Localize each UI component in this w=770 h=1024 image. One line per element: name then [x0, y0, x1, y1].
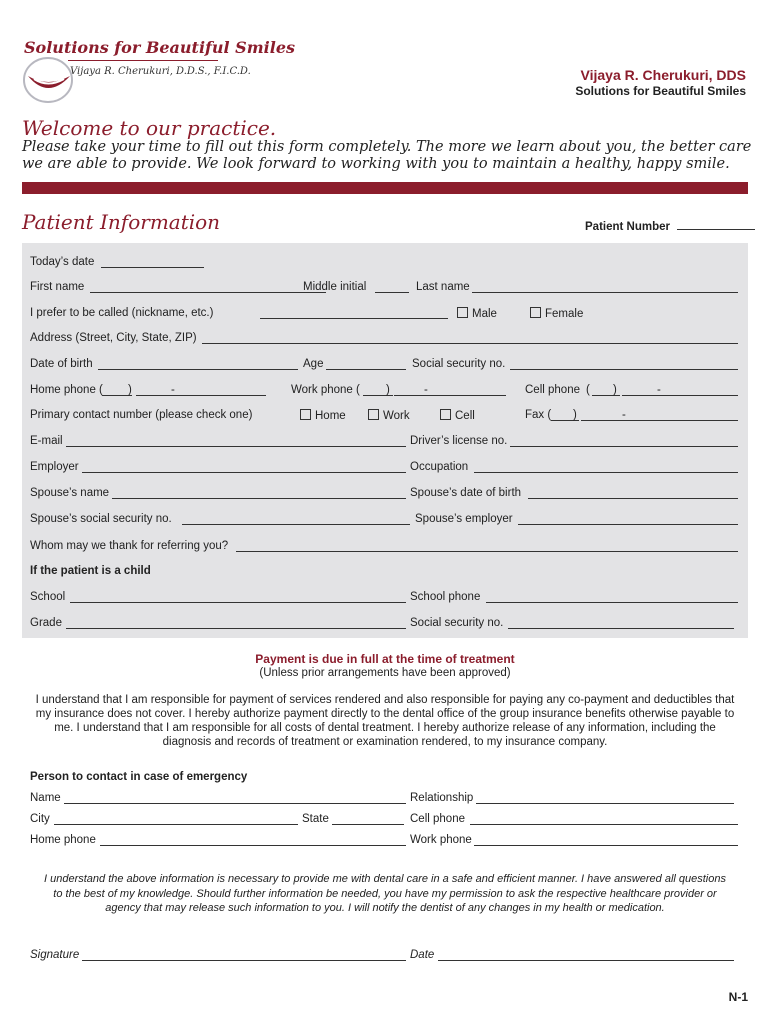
emergency-home-label: Home phone	[30, 834, 96, 846]
work-checkbox[interactable]	[368, 409, 379, 420]
fax-paren: )	[573, 409, 577, 421]
grade-field[interactable]	[66, 617, 406, 629]
employer-field[interactable]	[82, 461, 406, 473]
email-field[interactable]	[66, 435, 406, 447]
referral-row	[30, 540, 738, 556]
female-label: Female	[545, 308, 584, 320]
home-phone-field[interactable]	[136, 384, 266, 396]
emergency-name-label: Name	[30, 792, 61, 804]
school-field[interactable]	[70, 591, 406, 603]
work-label: Work	[383, 410, 410, 422]
ssn-field[interactable]	[510, 358, 738, 370]
male-label: Male	[472, 308, 497, 320]
payment-subtitle: (Unless prior arrangements have been approved)	[259, 667, 511, 679]
age-label: Age	[303, 358, 324, 370]
emergency-city-label: City	[30, 813, 50, 825]
emergency-cell-label: Cell phone	[410, 813, 465, 825]
patient-number-field[interactable]	[585, 218, 755, 233]
dob-row	[30, 358, 738, 374]
first-name-label: First name	[30, 281, 85, 293]
spouse-ssn-field[interactable]	[182, 513, 410, 525]
emergency-heading: Person to contact in case of emergency	[30, 771, 248, 783]
female-option[interactable]	[530, 307, 583, 320]
spouse-name-field[interactable]	[112, 487, 406, 499]
male-checkbox[interactable]	[457, 307, 468, 318]
page-code: N-1	[728, 990, 748, 1004]
spouse-employer-field[interactable]	[518, 513, 738, 525]
patient-number-line[interactable]	[677, 218, 755, 230]
last-name-field[interactable]	[472, 281, 738, 293]
drivers-license-field[interactable]	[510, 435, 738, 447]
grade-label: Grade	[30, 617, 62, 629]
cell-checkbox[interactable]	[440, 409, 451, 420]
home-label: Home	[315, 410, 346, 422]
dob-field[interactable]	[98, 358, 298, 370]
employer-row	[30, 461, 738, 477]
patient-info-title: Patient Information	[22, 210, 221, 234]
female-checkbox[interactable]	[530, 307, 541, 318]
relationship-field[interactable]	[476, 792, 734, 804]
child-heading: If the patient is a child	[30, 565, 151, 577]
signature-label: Signature	[30, 949, 80, 961]
phones-row	[30, 384, 738, 400]
welcome-text: Please take your time to fill out this form completely. The more we learn about you, the better care we are able to provide. We look forward to working with you to maintain a healthy, happy smile.	[22, 139, 752, 172]
cell-phone-label: Cell phone	[525, 384, 580, 396]
emergency-city-field[interactable]	[54, 813, 298, 825]
school-phone-field[interactable]	[486, 591, 738, 603]
nickname-label: I prefer to be called (nickname, etc.)	[30, 307, 214, 319]
work-phone-field[interactable]	[394, 384, 506, 396]
work-phone-label: Work phone (	[291, 384, 360, 396]
child-heading-row	[30, 565, 738, 581]
cell-phone-paren: )	[613, 384, 617, 396]
referral-label: Whom may we thank for referring you?	[30, 540, 229, 552]
payment-statement: I understand that I am responsible for payment of services rendered and also responsible for paying any co-payment and deductibles that my insurance does not cover. I hereby authorize payment directly to the dental office of the group insurance benefits otherwise payable to me. I understand that I am responsible for all costs of dental treatment. I hereby authorize release of any information, including the diagnosis and records of treatment or examination rendered, to my insurance company.	[35, 694, 735, 748]
emergency-phone-row	[30, 834, 738, 850]
employer-label: Employer	[30, 461, 79, 473]
last-name-label: Last name	[416, 281, 470, 293]
primary-contact-label: Primary contact number (please check one)	[30, 409, 253, 421]
emergency-name-field[interactable]	[64, 792, 406, 804]
emergency-city-row	[30, 813, 738, 829]
spouse-name-row	[30, 487, 738, 503]
spouse-dob-field[interactable]	[528, 487, 738, 499]
section-divider	[22, 182, 748, 194]
payment-title: Payment is due in full at the time of treatment	[255, 652, 515, 666]
male-option[interactable]	[457, 307, 497, 320]
age-field[interactable]	[326, 358, 406, 370]
relationship-label: Relationship	[410, 792, 474, 804]
occupation-label: Occupation	[410, 461, 469, 473]
emergency-cell-field[interactable]	[470, 813, 738, 825]
name-row	[30, 281, 738, 297]
cell-phone-dash: -	[657, 384, 661, 396]
emergency-work-label: Work phone	[410, 834, 472, 846]
referral-field[interactable]	[236, 540, 738, 552]
school-row	[30, 591, 738, 607]
todays-date-field[interactable]	[101, 256, 204, 268]
primary-contact-row	[30, 409, 738, 425]
address-label: Address (Street, City, State, ZIP)	[30, 332, 197, 344]
emergency-heading-row	[30, 771, 738, 787]
address-row	[30, 332, 738, 348]
fax-field[interactable]	[581, 409, 738, 421]
home-option[interactable]	[300, 409, 346, 422]
fax-label: Fax (	[525, 409, 552, 421]
dob-label: Date of birth	[30, 358, 93, 370]
emergency-name-row	[30, 792, 738, 808]
doctor-name: Vijaya R. Cherukuri, DDS	[580, 67, 746, 83]
signature-row	[30, 949, 738, 965]
todays-date-label: Today’s date	[30, 256, 95, 268]
home-phone-dash: -	[171, 384, 175, 396]
spouse-ssn-label: Spouse’s social security no.	[30, 513, 172, 525]
logo-divider	[68, 60, 218, 61]
spouse-employer-label: Spouse’s employer	[415, 513, 513, 525]
first-name-field[interactable]	[90, 281, 326, 293]
home-phone-paren: )	[128, 384, 132, 396]
email-row	[30, 435, 738, 451]
date-label: Date	[410, 949, 435, 961]
todays-date-row	[30, 256, 738, 272]
signature-field[interactable]	[82, 949, 406, 961]
grade-row	[30, 617, 738, 633]
drivers-license-label: Driver’s license no.	[410, 435, 508, 447]
welcome-title: Welcome to our practice.	[22, 116, 277, 140]
child-ssn-field[interactable]	[508, 617, 734, 629]
nickname-row	[30, 307, 738, 323]
work-option[interactable]	[368, 409, 410, 422]
middle-initial-field[interactable]	[375, 281, 409, 293]
consent-text: I understand the above information is necessary to provide me with dental care in a safe and efficient manner. I have answered all questions to the best of my knowledge. Should further information be needed, you have my permission to ask the respective healthcare provider or agency that may release such information to you. I will notify the dentist of any changes in my health or medication.	[44, 873, 726, 914]
logo-title: Solutions for Beautiful Smiles	[24, 38, 296, 57]
home-phone-label: Home phone (	[30, 384, 103, 396]
child-ssn-label: Social security no.	[410, 617, 504, 629]
school-label: School	[30, 591, 66, 603]
email-label: E-mail	[30, 435, 63, 447]
cell-label: Cell	[455, 410, 475, 422]
fax-dash: -	[622, 409, 626, 421]
spouse-ssn-row	[30, 513, 738, 529]
practice-name: Solutions for Beautiful Smiles	[575, 84, 746, 98]
cell-option[interactable]	[440, 409, 475, 422]
emergency-home-field[interactable]	[100, 834, 406, 846]
spouse-dob-label: Spouse’s date of birth	[410, 487, 522, 499]
occupation-field[interactable]	[474, 461, 738, 473]
ssn-label: Social security no.	[412, 358, 506, 370]
work-phone-paren: )	[386, 384, 390, 396]
school-phone-label: School phone	[410, 591, 481, 603]
logo-subtitle: Vijaya R. Cherukuri, D.D.S., F.I.C.D.	[70, 66, 251, 77]
nickname-field[interactable]	[260, 307, 448, 319]
work-phone-dash: -	[424, 384, 428, 396]
date-field[interactable]	[438, 949, 734, 961]
home-checkbox[interactable]	[300, 409, 311, 420]
patient-number-label: Patient Number	[585, 221, 670, 233]
cell-phone-paren-open: (	[586, 384, 590, 396]
address-field[interactable]	[202, 332, 738, 344]
middle-initial-label: Middle initial	[303, 281, 367, 293]
spouse-name-label: Spouse’s name	[30, 487, 110, 499]
cell-phone-field[interactable]	[622, 384, 738, 396]
emergency-state-field[interactable]	[332, 813, 404, 825]
emergency-work-field[interactable]	[474, 834, 738, 846]
emergency-state-label: State	[302, 813, 329, 825]
practice-logo	[20, 38, 296, 108]
